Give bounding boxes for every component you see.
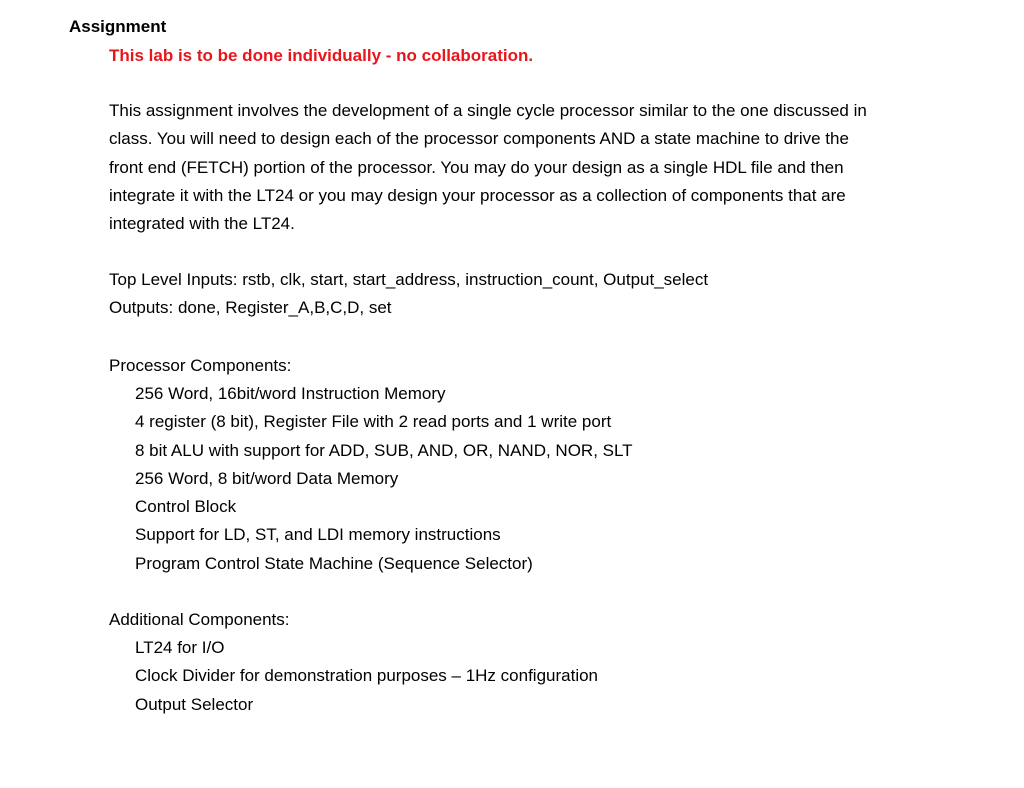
io-spec <box>109 266 939 323</box>
outputs: Outputs: done, Register_A,B,C,D, set <box>109 298 392 318</box>
list-item: Program Control State Machine (Sequence Selector) <box>135 553 533 573</box>
top-level-inputs: Top Level Inputs: rstb, clk, start, start_address, instruction_count, Output_select <box>109 270 709 289</box>
list-item: Output Selector <box>135 694 254 714</box>
additional-components-list <box>135 634 598 719</box>
assignment-heading: Assignment <box>69 17 167 36</box>
list-item: Clock Divider for demonstration purposes – 1Hz configuration <box>135 666 599 686</box>
list-item: 8 bit ALU with support for ADD, SUB, AND, OR, NAND, NOR, SLT <box>135 440 633 460</box>
list-item: 256 Word, 8 bit/word Data Memory <box>135 468 399 488</box>
list-item: 256 Word, 16bit/word Instruction Memory <box>135 384 446 403</box>
processor-components-list <box>135 380 633 578</box>
additional-components-label: Additional Components: <box>109 610 290 629</box>
intro-line: This assignment involves the development of a single cycle processor similar to the one discussed in <box>109 101 867 120</box>
list-item: Control Block <box>135 497 237 517</box>
intro-line: front end (FETCH) portion of the processor. You may do your design as a single HDL file and then <box>109 157 844 177</box>
intro-line: integrate it with the LT24 or you may design your processor as a collection of components that are <box>109 185 846 205</box>
list-item: 4 register (8 bit), Register File with 2 read ports and 1 write port <box>135 412 612 432</box>
intro-line: class. You will need to design each of the processor components AND a state machine to drive the <box>109 129 849 149</box>
collaboration-warning: This lab is to be done individually - no collaboration. <box>109 46 534 65</box>
intro-paragraph <box>109 97 939 238</box>
list-item: Support for LD, ST, and LDI memory instructions <box>135 525 501 545</box>
processor-components-label: Processor Components: <box>109 356 292 375</box>
list-item: LT24 for I/O <box>135 638 225 657</box>
intro-line: integrated with the LT24. <box>109 214 295 234</box>
